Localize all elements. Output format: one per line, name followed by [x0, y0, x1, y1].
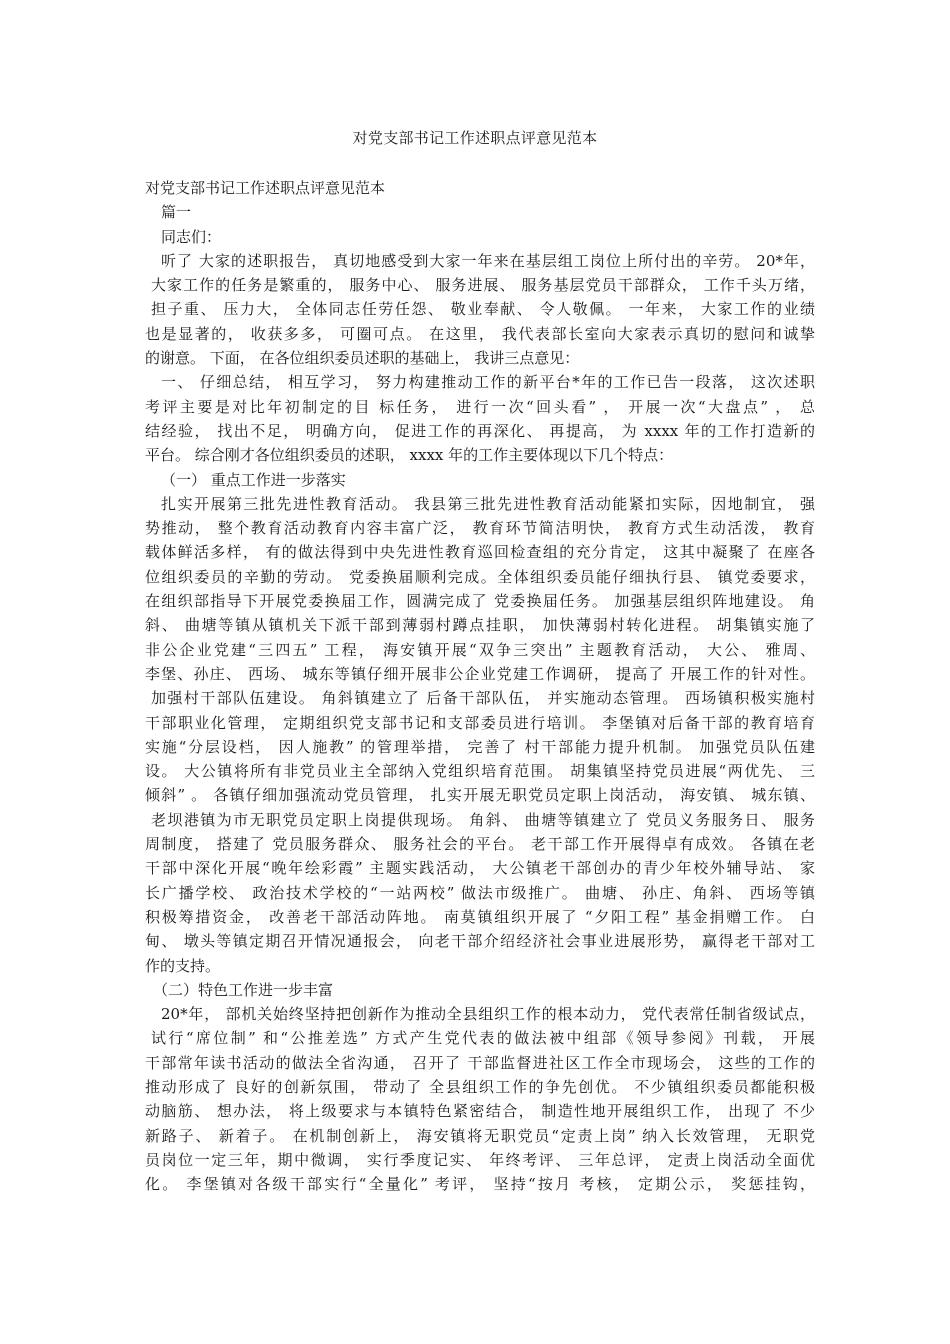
- text-line: （一） 重点工作进一步落实: [161, 470, 346, 489]
- text-line: 斜、 曲塘等镇从镇机关下派干部到薄弱村蹲点挂职， 加快薄弱村转化进程。 胡集镇实施了: [145, 616, 815, 635]
- document-body: [145, 176, 815, 1196]
- text-line: 平台。 综合刚才各位组织委员的述职， xxxx 年的工作主要体现以下几个特点：: [145, 446, 674, 465]
- text-line: 位组织委员的辛勤的劳动。 党委换届顺利完成。全体组织委员能仔细执行县、 镇党委要求，: [145, 567, 815, 586]
- text-line: 员岗位一定三年，期中微调， 实行季度记实、 年终考评、 三年总评， 定责上岗活动全面优: [145, 1150, 815, 1169]
- text-line: 在组织部指导下开展党委换届工作，圆满完成了 党委换届任务。 加强基层组织阵地建设。 角: [145, 592, 815, 611]
- text-line: 化。 李堡镇对各级干部实行“全量化” 考评， 坚持“按月 考核， 定期公示， 奖惩挂钩，: [145, 1175, 815, 1194]
- text-line: 甸、 墩头等镇定期召开情况通报会， 向老干部介绍经济社会事业进展形势， 赢得老干部对工: [145, 932, 815, 951]
- text-line: 干部职业化管理， 定期组织党支部书记和支部委员进行培训。 李堡镇对后备干部的教育培育: [145, 713, 815, 732]
- text-line: 实施“分层设档， 因人施教” 的管理举措， 完善了 村干部能力提升机制。 加强党员队伍建: [145, 737, 815, 756]
- text-line: 结经验， 找出不足， 明确方向， 促进工作的再深化、 再提高， 为 xxxx 年的工作打造新的: [145, 421, 815, 440]
- text-line: 李堡、孙庄、 西场、 城东等镇仔细开展非公企业党建工作调研， 提高了 开展工作的针对性。: [145, 664, 815, 683]
- text-line: 也是显著的， 收获多多， 可圈可点。 在这里， 我代表部长室向大家表示真切的慰问和诚挚: [145, 324, 815, 343]
- text-line: 积极筹措资金， 改善老干部活动阵地。 南莫镇组织开展了 “夕阳工程” 基金捐赠工作。 白: [145, 907, 815, 926]
- text-line: 长广播学校、 政治技术学校的“一站两校” 做法市级推广。 曲塘、 孙庄、角斜、 西场等镇: [145, 883, 815, 902]
- text-line: 加强村干部队伍建设。 角斜镇建立了 后备干部队伍， 并实施动态管理。 西场镇积极实施村: [151, 689, 815, 708]
- text-line: 倾斜” 。 各镇仔细加强流动党员管理， 扎实开展无职党员定职上岗活动， 海安镇、 城东镇、: [145, 786, 815, 805]
- text-line: 篇一: [161, 203, 192, 222]
- text-line: 新路子、 新着子。 在机制创新上， 海安镇将无职党员“定责上岗” 纳入长效管理， 无职党: [145, 1126, 815, 1145]
- text-line: 对党支部书记工作述职点评意见范本: [145, 179, 386, 197]
- text-line: 势推动， 整个教育活动教育内容丰富广泛， 教育环节简洁明快， 教育方式生动活泼， 教育: [145, 519, 815, 538]
- text-line: 考评主要是对比年初制定的目 标任务， 进行一次“回头看” ， 开展一次“大盘点” ， 总: [145, 397, 815, 416]
- text-line: 听了 大家的述职报告， 真切地感受到大家一年来在基层组工岗位上所付出的辛劳。 20*年，: [161, 251, 815, 270]
- text-line: 干部中深化开展“晚年绘彩霞” 主题实践活动， 大公镇老干部创办的青少年校外辅导站、 家: [145, 859, 815, 878]
- text-line: 干部常年读书活动的做法全省沟通， 召开了 干部监督进社区工作全市现场会， 这些的工作的: [145, 1053, 815, 1072]
- text-line: 推动形成了 良好的创新氛围， 带动了 全县组织工作的争先创优。 不少镇组织委员都能积极: [145, 1077, 815, 1096]
- text-line: 设。 大公镇将所有非党员业主全部纳入党组织培育范围。 胡集镇坚持党员进展“两优先、 三: [145, 762, 815, 781]
- text-line: 试行“席位制” 和“公推差选” 方式产生党代表的做法被中组部《领导参阅》刊载， 开展: [151, 1029, 815, 1048]
- text-line: 载体鲜活多样， 有的做法得到中央先进性教育巡回检查组的充分肯定， 这其中凝聚了 在座各: [145, 543, 815, 562]
- text-line: 大家工作的任务是繁重的， 服务中心、 服务进展、 服务基层党员干部群众， 工作千头万绪，: [151, 276, 815, 295]
- text-line: 一、 仔细总结， 相互学习， 努力构建推动工作的新平台*年的工作已告一段落， 这次述职: [161, 373, 815, 392]
- text-line: 非公企业党建“三四五” 工程， 海安镇开展“双争三突出” 主题教育活动， 大公、 雅周、: [145, 640, 815, 659]
- text-line: 老坝港镇为市无职党员定职上岗提供现场。 角斜、 曲塘等镇建立了 党员义务服务日、 服务: [151, 810, 815, 829]
- text-line: 20*年， 部机关始终坚持把创新作为推动全县组织工作的根本动力， 党代表常任制省级试点，: [161, 1005, 815, 1024]
- text-line: （二）特色工作进一步丰富: [153, 980, 334, 999]
- document-title: 对党支部书记工作述职点评意见范本: [352, 129, 598, 147]
- text-line: 周制度， 搭建了 党员服务群众、 服务社会的平台。 老干部工作开展得卓有成效。 各镇在老: [145, 835, 815, 854]
- text-line: 同志们：: [161, 227, 222, 246]
- text-line: 作的支持。: [145, 956, 221, 975]
- text-line: 的谢意。 下面， 在各位组织委员述职的基础上， 我讲三点意见：: [145, 349, 580, 368]
- text-line: 扎实开展第三批先进性教育活动。 我县第三批先进性教育活动能紧扣实际，因地制宜， 强: [161, 494, 815, 513]
- text-line: 担子重、 压力大， 全体同志任劳任怨、 敬业奉献、 令人敬佩。 一年来， 大家工作的业绩: [151, 300, 815, 319]
- text-line: 动脑筋、 想办法， 将上级要求与本镇特色紧密结合， 制造性地开展组织工作， 出现了 不少: [145, 1102, 815, 1121]
